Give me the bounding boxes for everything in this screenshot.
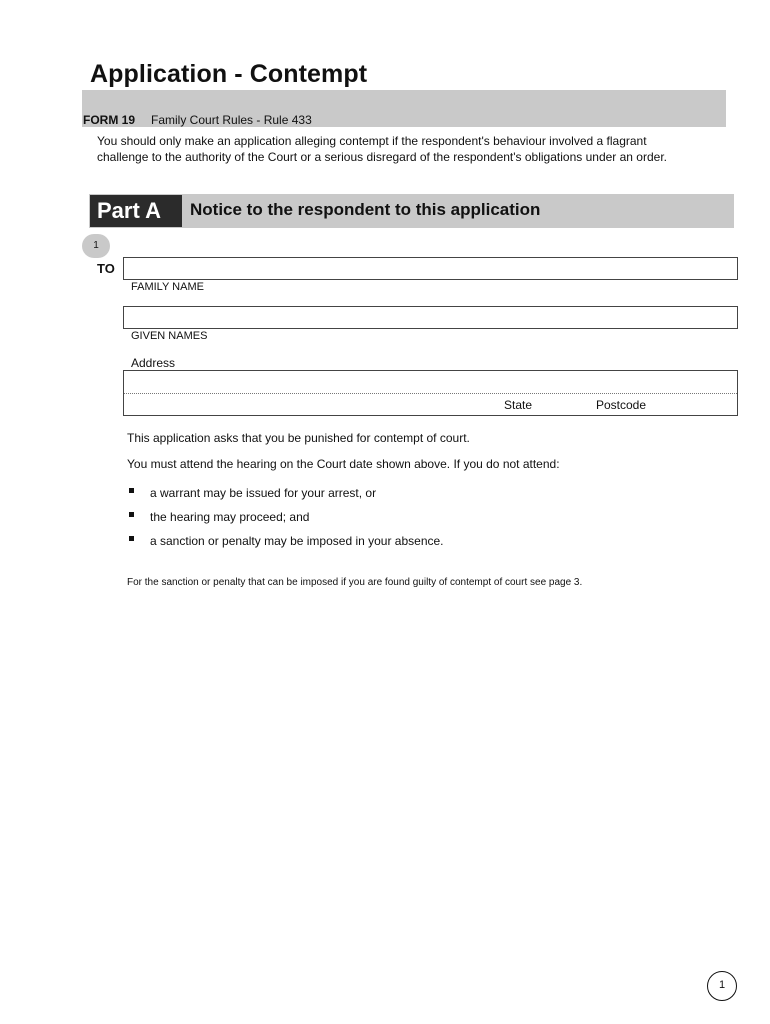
family-name-field[interactable] bbox=[123, 257, 738, 280]
address-label: Address bbox=[131, 356, 176, 370]
given-names-value bbox=[124, 307, 737, 315]
family-name-label: FAMILY NAME bbox=[131, 281, 204, 293]
item-number-badge: 1 bbox=[82, 234, 110, 258]
form-number: FORM 19 bbox=[83, 113, 136, 127]
notice-line-1: This application asks that you be punished for contempt of court. bbox=[127, 431, 470, 445]
state-label: State bbox=[504, 398, 533, 412]
form-rule: Family Court Rules - Rule 433 bbox=[151, 113, 312, 127]
given-names-label: GIVEN NAMES bbox=[131, 330, 208, 342]
notice-line-2: You must attend the hearing on the Court date shown above. If you do not attend: bbox=[127, 457, 560, 471]
part-a-tab: Part A bbox=[90, 195, 182, 227]
given-names-field[interactable] bbox=[123, 306, 738, 329]
page-number: 1 bbox=[707, 971, 737, 1001]
bullet-item-2: the hearing may proceed; and bbox=[150, 510, 310, 524]
bullet-item-1: a warrant may be issued for your arrest, or bbox=[150, 486, 377, 500]
address-field[interactable] bbox=[123, 370, 738, 416]
bullet-item-3: a sanction or penalty may be imposed in your absence. bbox=[150, 534, 444, 548]
family-name-value bbox=[124, 258, 737, 266]
intro-line-1: You should only make an application alleging contempt if the respondent's behaviour involved a flagrant bbox=[97, 134, 647, 148]
part-a-heading: Notice to the respondent to this application bbox=[190, 200, 541, 219]
address-line-divider bbox=[124, 393, 737, 394]
bullet-icon bbox=[129, 512, 134, 517]
postcode-label: Postcode bbox=[596, 398, 647, 412]
bullet-icon bbox=[129, 536, 134, 541]
intro-line-2: challenge to the authority of the Court or a serious disregard of the respondent's obligations under an order. bbox=[97, 150, 667, 164]
to-label: TO bbox=[97, 261, 115, 276]
form-reference bbox=[83, 113, 312, 127]
bullet-icon bbox=[129, 488, 134, 493]
footnote: For the sanction or penalty that can be imposed if you are found guilty of contempt of court see page 3. bbox=[127, 577, 583, 588]
document-title: Application - Contempt bbox=[90, 60, 368, 88]
intro-text bbox=[97, 133, 737, 165]
